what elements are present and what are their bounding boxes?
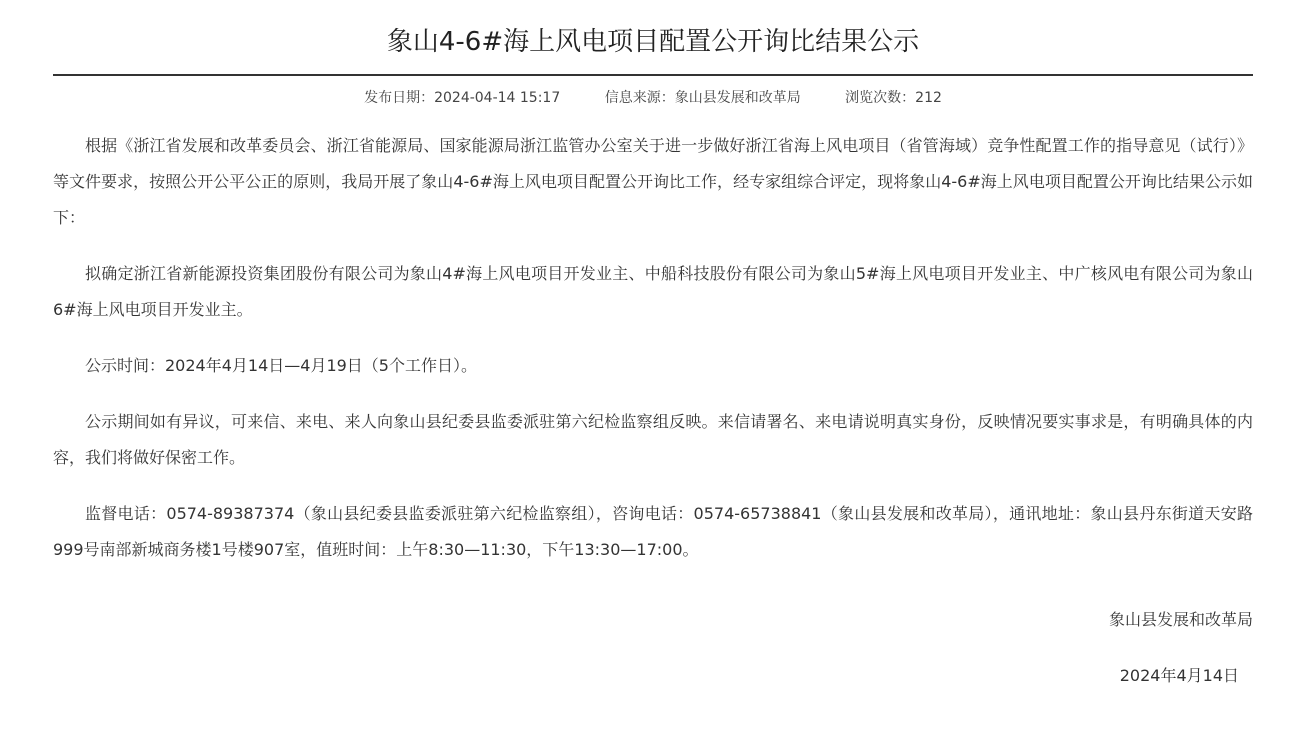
sign-date: 2024年4月14日	[1119, 666, 1239, 685]
article-meta	[53, 88, 1253, 108]
publish-date: 发布日期：2024-04-14 15:17	[364, 90, 561, 106]
view-count: 浏览次数：212	[845, 90, 942, 106]
signature: 象山县发展和改革局	[1108, 610, 1253, 629]
paragraph-intro: 根据《浙江省发展和改革委员会、浙江省能源局、国家能源局浙江监管办公室关于进一步做好浙江省海上风电项目（省管海域）竞争性配置工作的指导意见（试行）》等文件要求，按照公开公平公正的原则，我局开展了象山4-6#海上风电项目配置公开询比工作，经专家组综合评定，现将象山4-6#海上风电项目配置公开询比结果公示如下：	[53, 136, 1253, 227]
paragraph-result: 拟确定浙江省新能源投资集团股份有限公司为象山4#海上风电项目开发业主、中船科技股份有限公司为象山5#海上风电项目开发业主、中广核风电有限公司为象山6#海上风电项目开发业主。	[53, 264, 1253, 319]
page-title: 象山4-6#海上风电项目配置公开询比结果公示	[386, 27, 920, 57]
title-divider	[53, 74, 1253, 76]
paragraph-objection: 公示期间如有异议，可来信、来电、来人向象山县纪委县监委派驻第六纪检监察组反映。来信请署名、来电请说明真实身份，反映情况要实事求是，有明确具体的内容，我们将做好保密工作。	[53, 412, 1253, 467]
paragraph-contact: 监督电话：0574-89387374（象山县纪委县监委派驻第六纪检监察组），咨询电话：0574-65738841（象山县发展和改革局），通讯地址：象山县丹东街道天安路999号南部新城商务楼1号楼907室，值班时间：上午8:30—11:30，下午13:30—17:00。	[53, 504, 1253, 559]
article-body	[53, 128, 1253, 568]
article	[53, 0, 1253, 688]
paragraph-period: 公示时间：2024年4月14日—4月19日（5个工作日）。	[85, 356, 477, 375]
info-source: 信息来源：象山县发展和改革局	[604, 90, 801, 106]
